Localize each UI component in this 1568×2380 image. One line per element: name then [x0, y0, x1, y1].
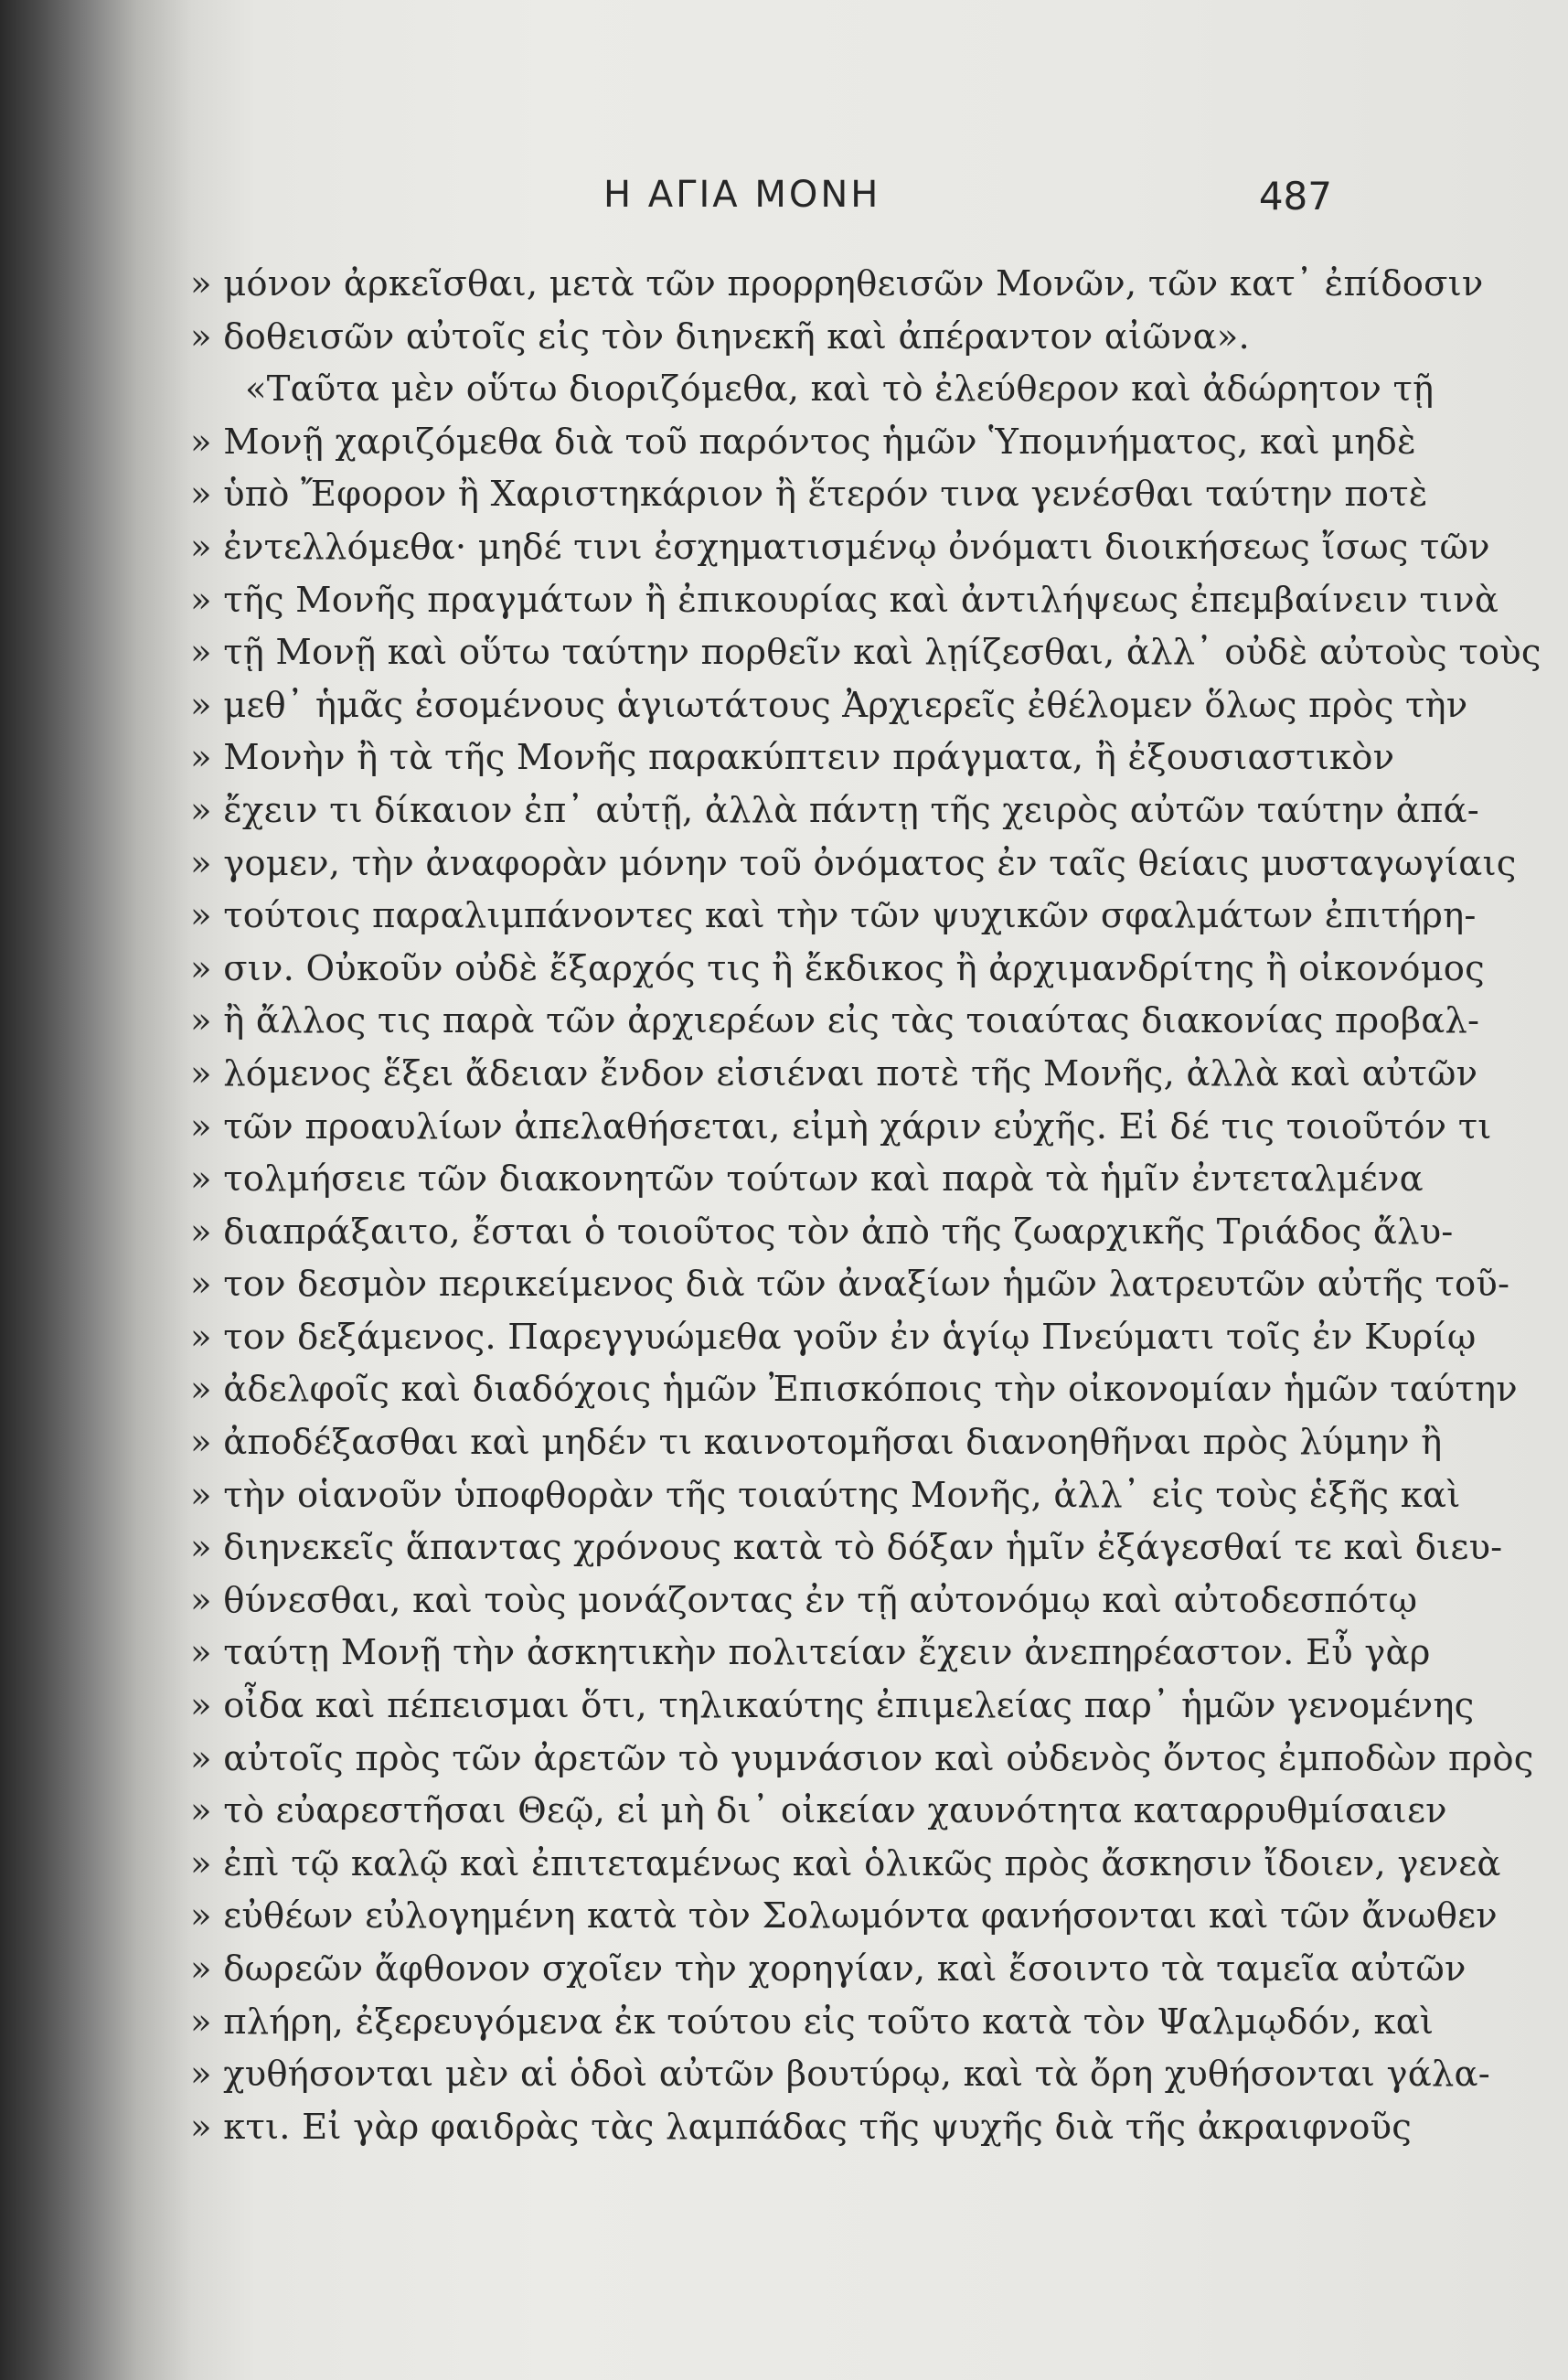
- text-line: » ἐντελλόμεθα· μηδέ τινι ἐσχηματισμένῳ ὀνόματι διοικήσεως ἴσως τῶν: [190, 526, 1490, 568]
- text-line: » τον δεσμὸν περικείμενος διὰ τῶν ἀναξίων ἡμῶν λατρευτῶν αὐτῆς τοῦ-: [190, 1264, 1510, 1306]
- text-line: » ἐπὶ τῷ καλῷ καὶ ἐπιτεταμένως καὶ ὁλικῶς πρὸς ἄσκησιν ἴδοιεν, γενεὰ: [190, 1842, 1501, 1884]
- text-line: » τολμήσειε τῶν διακονητῶν τούτων καὶ παρὰ τὰ ἡμῖν ἐντεταλμένα: [190, 1158, 1424, 1201]
- text-line: » ὑπὸ Ἔφορον ἢ Χαριστηκάριον ἢ ἕτερόν τινα γενέσθαι ταύτην ποτὲ: [190, 474, 1428, 516]
- text-line: » τῆς Μονῆς πραγμάτων ἢ ἐπικουρίας καὶ ἀντιλήψεως ἐπεμβαίνειν τινὰ: [190, 579, 1499, 621]
- text-line: » ἢ ἄλλος τις παρὰ τῶν ἀρχιερέων εἰς τὰς τοιαύτας διακονίας προβαλ-: [190, 1000, 1480, 1042]
- running-title: Η ΑΓΙΑ ΜΟΝΗ: [603, 174, 881, 216]
- text-line: » τὸ εὐαρεστῆσαι Θεῷ, εἰ μὴ δι᾽ οἰκείαν χαυνότητα καταρρυθμίσαιεν: [190, 1790, 1447, 1832]
- text-line: » δοθεισῶν αὐτοῖς εἰς τὸν διηνεκῆ καὶ ἀπέραντον αἰῶνα».: [190, 315, 1250, 358]
- text-line: » τούτοις παραλιμπάνοντες καὶ τὴν τῶν ψυχικῶν σφαλμάτων ἐπιτήρη-: [190, 895, 1477, 937]
- body-text: [190, 258, 1541, 2153]
- text-line: » σιν. Οὐκοῦν οὐδὲ ἔξαρχός τις ἢ ἔκδικος ἢ ἀρχιμανδρίτης ἢ οἰκονόμος: [190, 947, 1485, 989]
- text-line: » χυθήσονται μὲν αἱ ὁδοὶ αὐτῶν βουτύρῳ, καὶ τὰ ὄρη χυθήσονται γάλα-: [190, 2054, 1490, 2096]
- text-line: » Μονὴν ἢ τὰ τῆς Μονῆς παρακύπτειν πράγματα, ἢ ἐξουσιαστικὸν: [190, 737, 1395, 779]
- text-line: » αὐτοῖς πρὸς τῶν ἀρετῶν τὸ γυμνάσιον καὶ οὐδενὸς ὄντος ἐμποδὼν πρὸς: [190, 1737, 1534, 1779]
- text-line: » τῶν προαυλίων ἀπελαθήσεται, εἰμὴ χάριν εὐχῆς. Εἰ δέ τις τοιοῦτόν τι: [190, 1105, 1492, 1147]
- text-line: » πλήρη, ἐξερευγόμενα ἐκ τούτου εἰς τοῦτο κατὰ τὸν Ψαλμῳδόν, καὶ: [190, 2001, 1435, 2043]
- text-line: «Ταῦτα μὲν οὕτω διοριζόμεθα, καὶ τὸ ἐλεύθερον καὶ ἀδώρητον τῇ: [245, 368, 1435, 411]
- text-line: » τον δεξάμενος. Παρεγγυώμεθα γοῦν ἐν ἁγίῳ Πνεύματι τοῖς ἐν Κυρίῳ: [190, 1316, 1477, 1358]
- page-header: [0, 174, 1568, 229]
- text-line: » κτι. Εἰ γὰρ φαιδρὰς τὰς λαμπάδας τῆς ψυχῆς διὰ τῆς ἀκραιφνοῦς: [190, 2106, 1413, 2148]
- text-line: » ἀποδέξασθαι καὶ μηδέν τι καινοτομῆσαι διανοηθῆναι πρὸς λύμην ἢ: [190, 1422, 1443, 1464]
- text-line: » δωρεῶν ἄφθονον σχοῖεν τὴν χορηγίαν, καὶ ἔσοιντο τὰ ταμεῖα αὐτῶν: [190, 1948, 1467, 1990]
- text-line: » μόνον ἀρκεῖσθαι, μετὰ τῶν προρρηθεισῶν Μονῶν, τῶν κατ᾽ ἐπίδοσιν: [190, 263, 1484, 304]
- text-line: » τῇ Μονῇ καὶ οὕτω ταύτην πορθεῖν καὶ λῃίζεσθαι, ἀλλ᾽ οὐδὲ αὐτοὺς τοὺς: [190, 632, 1541, 674]
- page-number: 487: [1258, 174, 1332, 219]
- text-line: » λόμενος ἕξει ἄδειαν ἔνδον εἰσιέναι ποτὲ τῆς Μονῆς, ἀλλὰ καὶ αὐτῶν: [190, 1052, 1478, 1094]
- text-line: » μεθ᾽ ἡμᾶς ἐσομένους ἁγιωτάτους Ἀρχιερεῖς ἐθέλομεν ὅλως πρὸς τὴν: [190, 684, 1468, 726]
- text-line: » εὐθέων εὐλογημένη κατὰ τὸν Σολωμόντα φανήσονται καὶ τῶν ἄνωθεν: [190, 1895, 1498, 1937]
- text-line: » ἀδελφοῖς καὶ διαδόχοις ἡμῶν Ἐπισκόποις τὴν οἰκονομίαν ἡμῶν ταύτην: [190, 1369, 1518, 1411]
- text-line: » θύνεσθαι, καὶ τοὺς μονάζοντας ἐν τῇ αὐτονόμῳ καὶ αὐτοδεσπότῳ: [190, 1579, 1418, 1621]
- text-line: » ταύτῃ Μονῇ τὴν ἀσκητικὴν πολιτείαν ἔχειν ἀνεπηρέαστον. Εὖ γὰρ: [190, 1632, 1431, 1674]
- text-line: » ἔχειν τι δίκαιον ἐπ᾽ αὐτῇ, ἀλλὰ πάντῃ τῆς χειρὸς αὐτῶν ταύτην ἀπά-: [190, 789, 1479, 831]
- text-line: » διαπράξαιτο, ἔσται ὁ τοιοῦτος τὸν ἀπὸ τῆς ζωαρχικῆς Τριάδος ἄλυ-: [190, 1211, 1454, 1253]
- text-line: » τὴν οἱανοῦν ὑποφθορὰν τῆς τοιαύτης Μονῆς, ἀλλ᾽ εἰς τοὺς ἑξῆς καὶ: [190, 1474, 1461, 1516]
- text-line: » διηνεκεῖς ἅπαντας χρόνους κατὰ τὸ δόξαν ἡμῖν ἐξάγεσθαί τε καὶ διευ-: [190, 1527, 1503, 1569]
- text-line: » οἶδα καὶ πέπεισμαι ὅτι, τηλικαύτης ἐπιμελείας παρ᾽ ἡμῶν γενομένης: [190, 1685, 1475, 1727]
- text-line: » Μονῇ χαριζόμεθα διὰ τοῦ παρόντος ἡμῶν Ὑπομνήματος, καὶ μηδὲ: [190, 421, 1416, 463]
- text-line: » γομεν, τὴν ἀναφορὰν μόνην τοῦ ὀνόματος ἐν ταῖς θείαις μυσταγωγίαις: [190, 842, 1517, 884]
